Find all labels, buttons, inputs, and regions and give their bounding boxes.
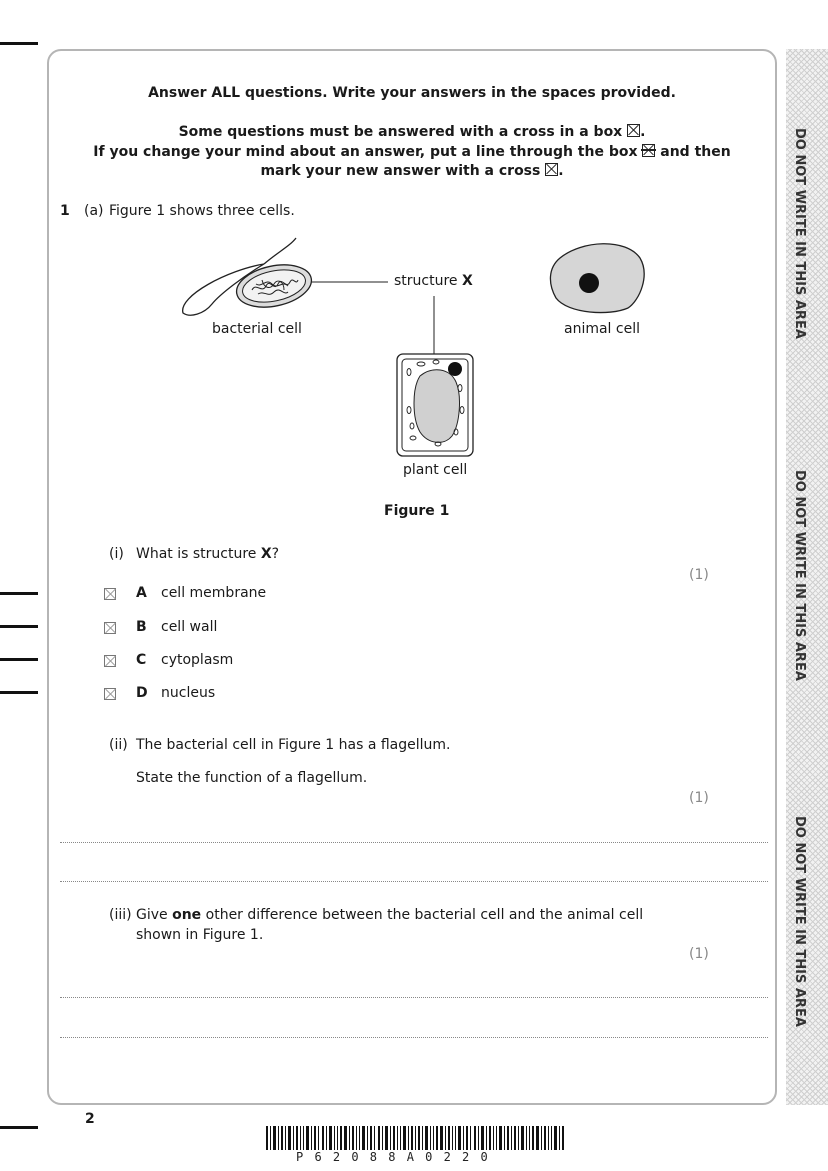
subquestion-iii-text: Give one other difference between the bacterial cell and the animal cell: [136, 907, 644, 923]
answer-line-ii-1[interactable]: [60, 842, 768, 843]
instruction-line-1: Answer ALL questions. Write your answers in the spaces provided.: [148, 85, 676, 101]
answer-line-iii-1[interactable]: [60, 997, 768, 998]
margin-tick: [0, 1126, 38, 1129]
barcode-text: P 6 2 0 8 8 A 0 2 2 0: [296, 1150, 490, 1164]
option-a-letter: A: [136, 585, 147, 601]
margin-tick: [0, 658, 38, 661]
label-structure-x: structure X: [394, 273, 473, 289]
subquestion-iii-text-line2: shown in Figure 1.: [136, 927, 264, 943]
answer-line-ii-2[interactable]: [60, 881, 768, 882]
question-intro: Figure 1 shows three cells.: [109, 203, 295, 219]
marks-i: (1): [689, 567, 709, 583]
plant-cell-drawing: [397, 354, 473, 456]
instruction-line-3: If you change your mind about an answer, put a line through the box and then: [93, 144, 731, 160]
side-warning-2: DO NOT WRITE IN THIS AREA: [792, 470, 807, 681]
option-c-box[interactable]: [104, 655, 116, 667]
answer-line-iii-2[interactable]: [60, 1037, 768, 1038]
animal-cell-drawing: [550, 244, 644, 313]
option-b-box[interactable]: [104, 622, 116, 634]
figure-caption: Figure 1: [384, 503, 450, 519]
option-b-text: cell wall: [161, 619, 218, 635]
option-d-text: nucleus: [161, 685, 216, 701]
option-d-box[interactable]: [104, 688, 116, 700]
subquestion-ii-prompt: State the function of a flagellum.: [136, 770, 368, 786]
side-warning-1: DO NOT WRITE IN THIS AREA: [792, 128, 807, 339]
subquestion-i-text: What is structure X?: [136, 546, 280, 562]
question-number: 1: [60, 203, 70, 219]
label-animal-cell: animal cell: [564, 321, 640, 337]
side-warning-3: DO NOT WRITE IN THIS AREA: [792, 816, 807, 1027]
bacterial-cell-drawing: [183, 238, 316, 315]
option-a-text: cell membrane: [161, 585, 267, 601]
subquestion-i-number: (i): [109, 546, 124, 562]
option-b-letter: B: [136, 619, 147, 635]
subquestion-ii-text: The bacterial cell in Figure 1 has a flagellum.: [136, 737, 451, 753]
margin-tick: [0, 592, 38, 595]
label-plant-cell: plant cell: [403, 462, 468, 478]
figure-1-diagram: [0, 0, 828, 520]
option-d-letter: D: [136, 685, 148, 701]
barcode: [266, 1126, 564, 1150]
subquestion-iii-number: (iii): [109, 907, 132, 923]
marks-iii: (1): [689, 946, 709, 962]
question-part-label: (a): [84, 203, 104, 219]
option-c-letter: C: [136, 652, 147, 668]
subquestion-ii-number: (ii): [109, 737, 128, 753]
marks-ii: (1): [689, 790, 709, 806]
margin-tick: [0, 625, 38, 628]
instruction-line-2: Some questions must be answered with a cross in a box .: [178, 124, 646, 140]
margin-tick: [0, 691, 38, 694]
instruction-line-4: mark your new answer with a cross .: [260, 163, 564, 179]
option-c-text: cytoplasm: [161, 652, 234, 668]
label-bacterial-cell: bacterial cell: [212, 321, 302, 337]
option-a-box[interactable]: [104, 588, 116, 600]
page-number: 2: [85, 1111, 95, 1127]
